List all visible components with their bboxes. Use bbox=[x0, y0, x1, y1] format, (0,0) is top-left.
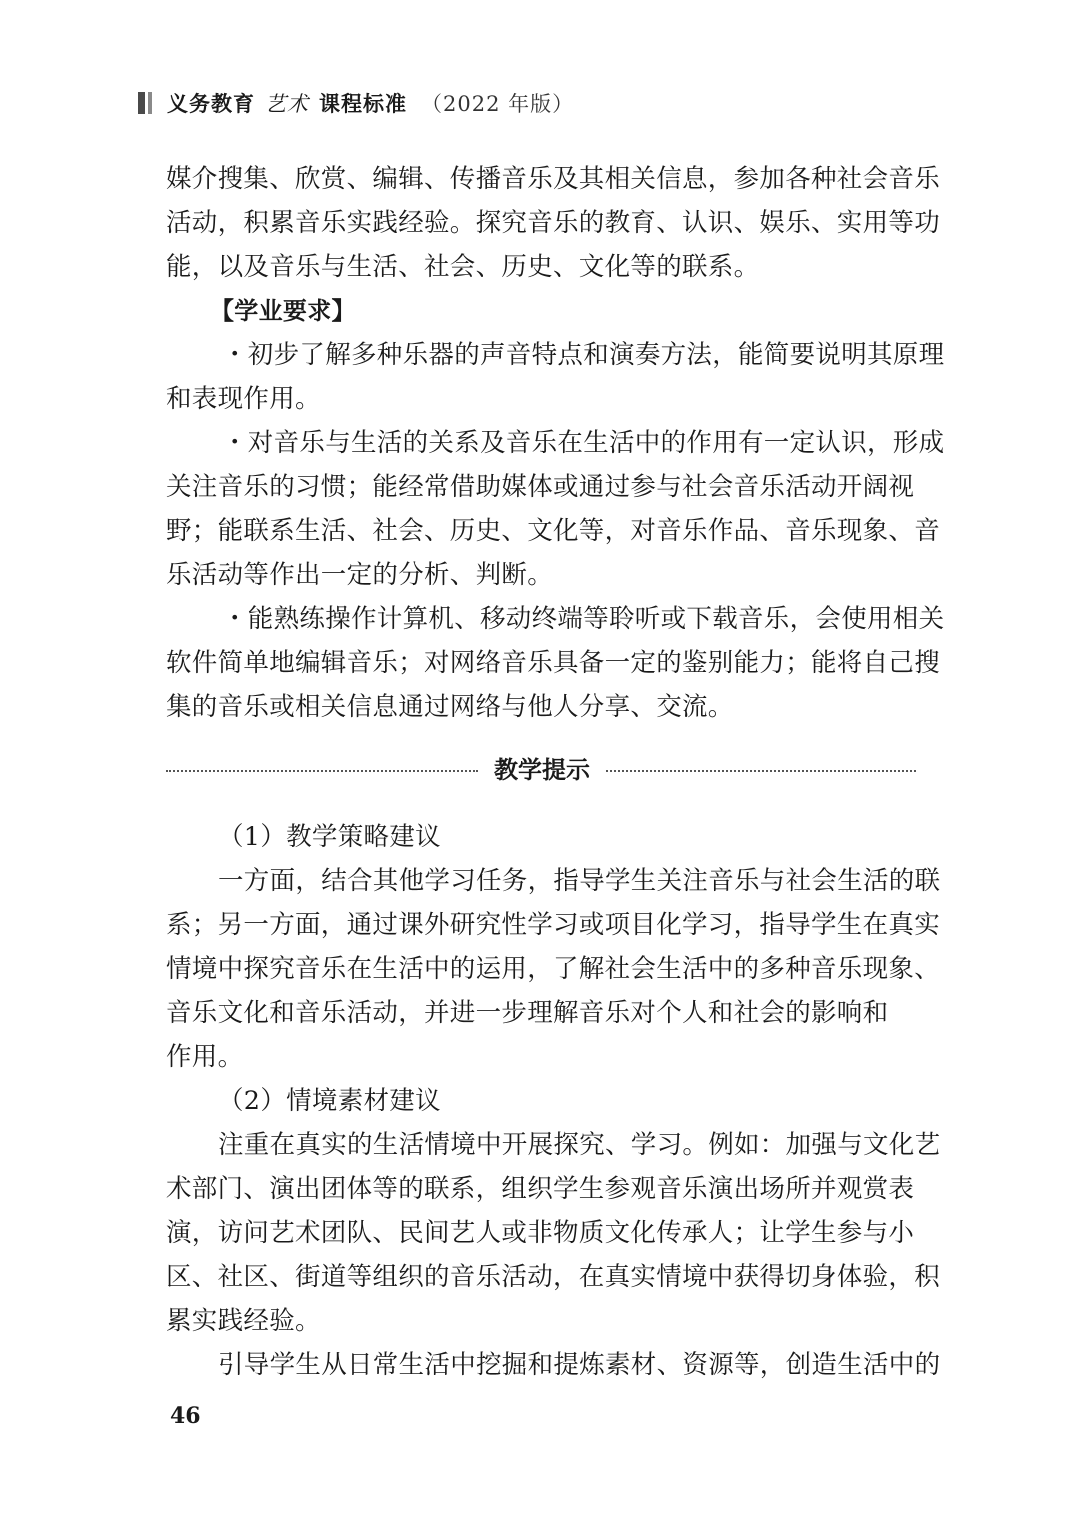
text-line: 累实践经验。 bbox=[166, 1306, 321, 1336]
text-line: 能，以及音乐与生活、社会、历史、文化等的联系。 bbox=[166, 252, 760, 282]
section-title-teaching-tips: 教学提示 bbox=[494, 756, 590, 784]
bullet-item-line: ・能熟练操作计算机、移动终端等聆听或下载音乐，会使用相关 bbox=[222, 604, 945, 634]
text-line: 注重在真实的生活情境中开展探究、学习。例如：加强与文化艺 bbox=[218, 1130, 941, 1160]
text-line: 引导学生从日常生活中挖掘和提炼素材、资源等，创造生活中的 bbox=[218, 1350, 941, 1380]
bullet-item-line: ・对音乐与生活的关系及音乐在生活中的作用有一定认识，形成 bbox=[222, 428, 945, 458]
running-head-bars-icon bbox=[138, 92, 155, 114]
text-line: 乐活动等作出一定的分析、判断。 bbox=[166, 560, 554, 590]
bullet-item-line: ・初步了解多种乐器的声音特点和演奏方法，能简要说明其原理 bbox=[222, 340, 945, 370]
text-line: 术部门、演出团体等的联系，组织学生参观音乐演出场所并观赏表 bbox=[166, 1174, 915, 1204]
text-line: 作用。 bbox=[166, 1042, 244, 1072]
running-head bbox=[138, 88, 574, 118]
text-line: 集的音乐或相关信息通过网络与他人分享、交流。 bbox=[166, 692, 734, 722]
text-line: 媒介搜集、欣赏、编辑、传播音乐及其相关信息，参加各种社会音乐 bbox=[166, 164, 941, 194]
text-line: 和表现作用。 bbox=[166, 384, 321, 414]
section-heading-academic-requirements: 【学业要求】 bbox=[210, 297, 356, 325]
running-head-subject: 艺术 bbox=[265, 92, 309, 116]
running-head-title: 义务教育 bbox=[167, 92, 255, 116]
text-line: 一方面，结合其他学习任务，指导学生关注音乐与社会生活的联 bbox=[218, 866, 941, 896]
page-number: 46 bbox=[170, 1403, 201, 1429]
running-head-standard: 课程标准 bbox=[319, 92, 407, 116]
dotted-rule-left bbox=[166, 770, 478, 772]
text-line: 野；能联系生活、社会、历史、文化等，对音乐作品、音乐现象、音 bbox=[166, 516, 941, 546]
text-line: 系；另一方面，通过课外研究性学习或项目化学习，指导学生在真实 bbox=[166, 910, 941, 940]
text-line: 活动，积累音乐实践经验。探究音乐的教育、认识、娱乐、实用等功 bbox=[166, 208, 941, 238]
text-line: 软件简单地编辑音乐；对网络音乐具备一定的鉴别能力；能将自己搜 bbox=[166, 648, 941, 678]
subsection-heading: （1）教学策略建议 bbox=[218, 822, 441, 852]
text-line: 关注音乐的习惯；能经常借助媒体或通过参与社会音乐活动开阔视 bbox=[166, 472, 915, 502]
text-line: 音乐文化和音乐活动，并进一步理解音乐对个人和社会的影响和 bbox=[166, 998, 889, 1028]
text-line: 情境中探究音乐在生活中的运用，了解社会生活中的多种音乐现象、 bbox=[166, 954, 941, 984]
text-line: 区、社区、街道等组织的音乐活动，在真实情境中获得切身体验，积 bbox=[166, 1262, 941, 1292]
dotted-rule-right bbox=[606, 770, 916, 772]
text-line: 演，访问艺术团队、民间艺人或非物质文化传承人；让学生参与小 bbox=[166, 1218, 915, 1248]
running-head-edition: （2022 年版） bbox=[421, 92, 575, 116]
subsection-heading: （2）情境素材建议 bbox=[218, 1086, 441, 1116]
section-divider bbox=[166, 750, 916, 790]
